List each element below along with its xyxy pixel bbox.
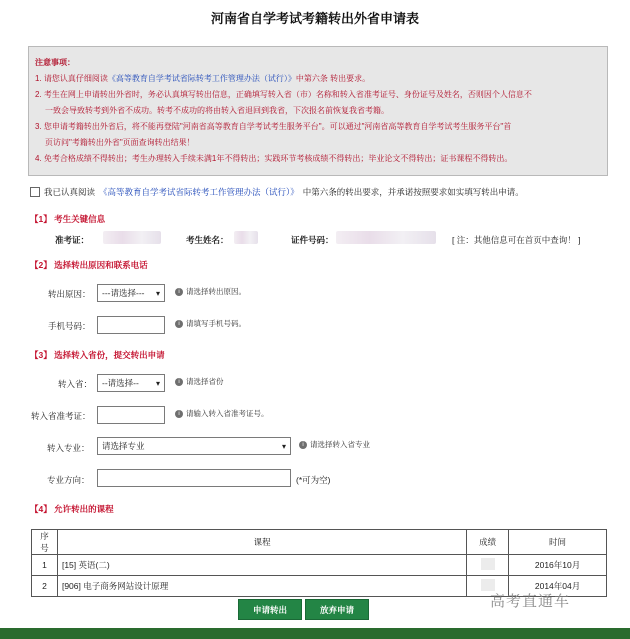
province-label: 转入省： — [58, 379, 93, 389]
section1-title: 【1】 考生关键信息 — [30, 214, 106, 224]
id-value-redacted — [336, 231, 436, 244]
info-icon: i — [175, 378, 183, 386]
section3-title: 【3】 选择转入省份，提交转出申请 — [30, 350, 165, 360]
row-no: 2 — [32, 576, 58, 597]
course-table — [31, 529, 607, 597]
target-id-hint-text: 请输入转入省准考证号。 — [186, 409, 269, 418]
info-icon: i — [175, 288, 183, 296]
notice-item-3: 3. 您申请考籍转出外省后，将不能再登陆"河南省高等教育自学考试考生服务平台"。可以通过"河南省高等教育自学考试考生服务平台"首 — [35, 122, 512, 131]
name-value-redacted — [234, 231, 258, 244]
reason-hint-text: 请选择转出原因。 — [186, 287, 246, 296]
row-time: 2016年10月 — [509, 555, 607, 576]
reason-select[interactable] — [97, 284, 165, 302]
watermark-logo: 高考直通车 — [490, 593, 571, 610]
cancel-button[interactable]: 放弃申请 — [305, 599, 369, 620]
notice-heading: 注意事项： — [35, 58, 75, 67]
notice-item-4: 4. 免考合格成绩不得转出；考生办理转入手续未满1年不得转出；实践环节考核成绩不得转出；毕业论文不得转出；证书课程不得转出。 — [35, 154, 513, 163]
header-time: 时间 — [509, 530, 607, 555]
agreement-regulation-link[interactable]: 《高等教育自学考试省际转考工作管理办法（试行）》 — [99, 187, 299, 197]
reason-hint — [175, 286, 246, 297]
notice-text: 1. 请您认真仔细阅读 — [35, 74, 108, 83]
header-score: 成绩 — [467, 530, 509, 555]
phone-input[interactable] — [97, 316, 165, 334]
phone-label: 手机号码： — [48, 321, 91, 331]
info-icon: i — [175, 320, 183, 328]
reason-select-value: ---请选择--- — [102, 288, 145, 298]
notice-item-2: 2. 考生在网上申请转出外省时，务必认真填写转出信息，正确填写转入省（市）名称和转入省准考证号、身份证号及姓名，否则因个人信息不 — [35, 90, 532, 99]
row-course: [15] 英语(二) — [57, 555, 466, 576]
direction-label: 专业方向： — [47, 475, 90, 485]
header-no: 序号 — [32, 530, 58, 555]
notice-item-3b: 页访问"考籍转出外省"页面查询转出结果！ — [45, 138, 195, 147]
info-icon: i — [175, 410, 183, 418]
chevron-down-icon: ▾ — [155, 288, 160, 298]
notice-panel — [28, 46, 608, 176]
target-id-label: 转入省准考证： — [31, 411, 91, 421]
page-title: 河南省自学考试考籍转出外省申请表 — [210, 11, 419, 26]
phone-hint — [175, 318, 246, 329]
direction-input[interactable] — [97, 469, 291, 487]
footer-bar — [0, 628, 630, 639]
province-select[interactable] — [97, 374, 165, 392]
section4-title: 【4】 允许转出的课程 — [30, 504, 114, 514]
province-select-value: --请选择-- — [102, 378, 139, 388]
info-note: [ 注：其他信息可在首页中查询！ ] — [452, 235, 581, 245]
agreement-suffix: 中第六条的转出要求，并承诺按照要求如实填写转出申请。 — [302, 187, 524, 197]
major-hint-text: 请选择转入省专业 — [310, 440, 370, 449]
province-hint — [175, 376, 224, 387]
exam-id-label: 准考证： — [55, 235, 90, 245]
row-course: [906] 电子商务网站设计原理 — [57, 576, 466, 597]
direction-note: (*可为空) — [296, 475, 331, 485]
row-time: 2014年04月 — [509, 576, 607, 597]
regulation-link[interactable]: 《高等教育自学考试省际转考工作管理办法（试行）》 — [107, 74, 296, 83]
agreement-checkbox[interactable] — [30, 187, 40, 197]
target-id-hint — [175, 408, 269, 419]
table-row — [32, 555, 607, 576]
name-label: 考生姓名： — [186, 235, 229, 245]
row-score-redacted — [467, 555, 509, 576]
notice-item-1 — [35, 71, 601, 87]
apply-button[interactable]: 申请转出 — [238, 599, 302, 620]
agreement-prefix: 我已认真阅读 — [44, 187, 96, 197]
course-table-header — [32, 530, 607, 555]
major-label: 转入专业： — [47, 443, 90, 453]
major-select-value: 请选择专业 — [102, 441, 145, 451]
target-id-input[interactable] — [97, 406, 165, 424]
chevron-down-icon: ▾ — [155, 378, 160, 388]
section2-title: 【2】 选择转出原因和联系电话 — [30, 260, 148, 270]
id-label: 证件号码： — [291, 235, 334, 245]
notice-text: 中第六条 转出要求。 — [295, 74, 371, 83]
reason-label: 转出原因： — [48, 289, 91, 299]
row-no: 1 — [32, 555, 58, 576]
phone-hint-text: 请填写手机号码。 — [186, 319, 246, 328]
exam-id-value-redacted — [103, 231, 161, 244]
notice-item-2b: 一致会导致转考到外省不成功。转考不成功的将由转入省退回到我省，下次报名前恢复我省考籍。 — [45, 106, 389, 115]
major-select[interactable] — [97, 437, 291, 455]
major-hint — [299, 439, 370, 450]
province-hint-text: 请选择省份 — [186, 377, 224, 386]
chevron-down-icon: ▾ — [281, 441, 286, 451]
info-icon: i — [299, 441, 307, 449]
header-course: 课程 — [57, 530, 466, 555]
agreement-row — [30, 186, 524, 198]
